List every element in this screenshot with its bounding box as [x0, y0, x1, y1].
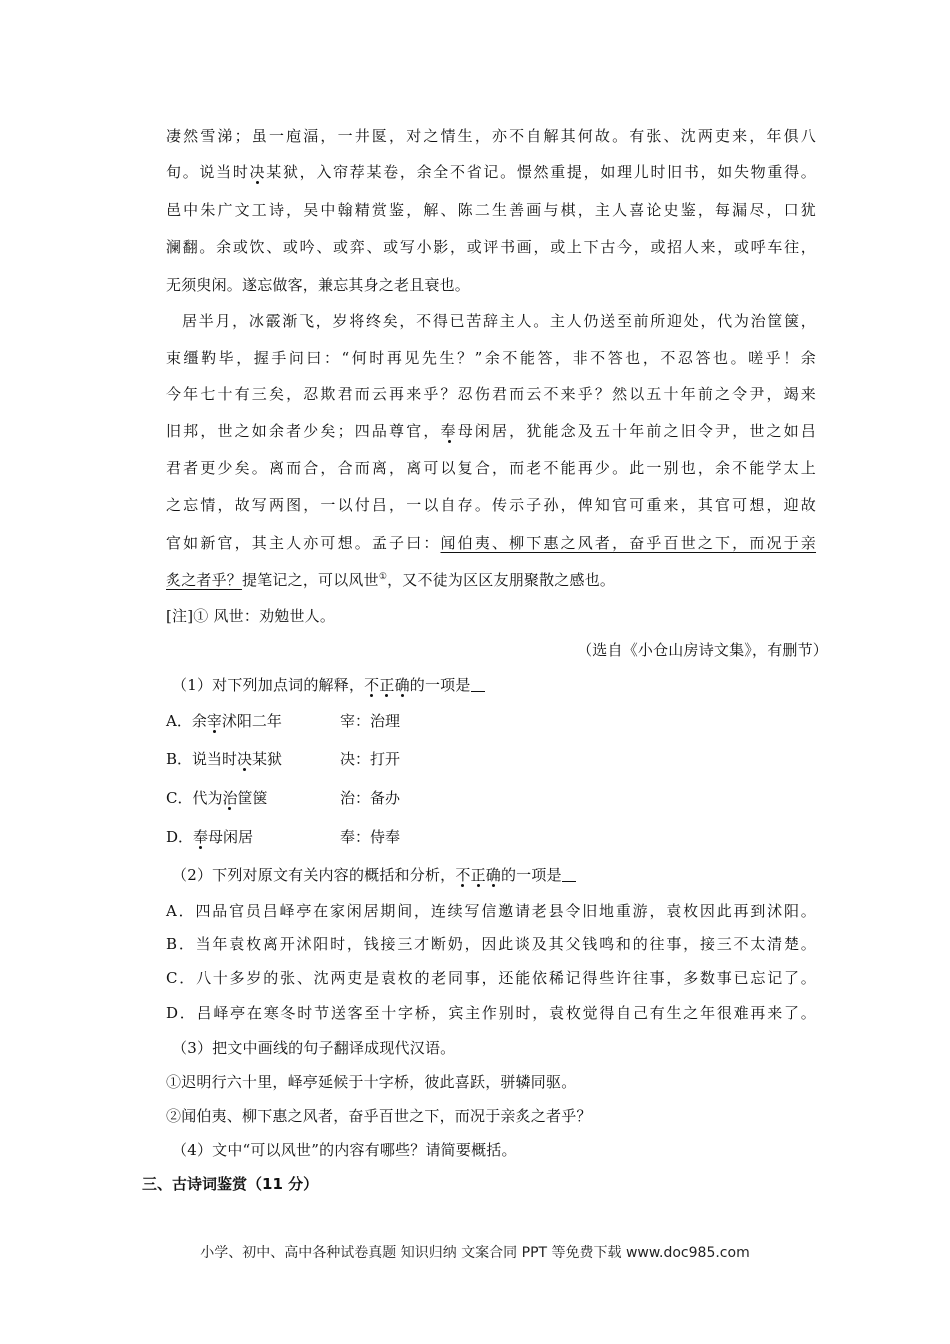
footnote: [注]① 风世：劝勉世人。 — [166, 607, 336, 625]
question-3-stem: （3）把文中画线的句子翻译成现代汉语。 — [172, 1039, 456, 1057]
passage-line: 君者更少矣。离而合，合而离，离可以复合，而老不能再少。此一别也，余不能学太上 — [166, 459, 816, 477]
passage-line: 旬。说当时决某狱，入帘荐某卷，余全不省记。憬然重提，如理儿时旧书，如失物重得。 — [166, 163, 816, 181]
q3-item-1: ①迟明行六十里，峄亭延候于十字桥，彼此喜跃，骈辚同驱。 — [166, 1073, 577, 1091]
passage-line: 之忘情，故写两图，一以付吕，一以自存。传示子孙，俾知官可重来，其官可想，迎故 — [166, 496, 816, 514]
dotted-character: 奉 — [440, 422, 458, 440]
q1-option-c[interactable]: C．代为治筐箧 治：备办 — [166, 789, 401, 807]
question-4-stem: （4）文中“可以风世”的内容有哪些？请简要概括。 — [172, 1141, 517, 1159]
section-heading: 三、古诗词鉴赏（11 分） — [142, 1175, 319, 1193]
q2-option-a[interactable]: A．四品官员吕峄亭在家闲居期间，连续写信邀请老县令旧地重游，袁枚因此再到沭阳。 — [166, 902, 816, 920]
q2-option-b[interactable]: B．当年袁枚离开沭阳时，钱接三才断奶，因此谈及其父钱鸣和的往事，接三不太清楚。 — [166, 935, 816, 953]
passage-line: 今年七十有三矣，忍欺君而云再来乎？忍伤君而云不来乎？然以五十年前之令尹，竭来 — [166, 385, 816, 403]
passage-line: 炙之者乎？提笔记之，可以风世①，又不徒为区区友朋聚散之感也。 — [166, 571, 616, 589]
passage-line: 澜翻。余或饮、或吟、或弈、或写小影，或评书画，或上下古今，或招人来，或呼车往， — [166, 238, 816, 256]
q2-option-c[interactable]: C．八十多岁的张、沈两吏是袁枚的老同事，还能依稀记得些许往事，多数事已忘记了。 — [166, 969, 816, 987]
passage-line: 旧邦，世之如余者少矣；四品尊官，奉母闲居，犹能念及五十年前之旧令尹，世之如吕 — [166, 422, 817, 440]
passage-line: 居半月，冰霰渐飞，岁将终矣，不得已苦辞主人。主人仍送至前所迎处，代为治筐箧， — [182, 312, 816, 330]
q1-option-d[interactable]: D．奉母闲居 奉：侍奉 — [166, 828, 401, 846]
footnote-mark: ① — [378, 572, 388, 582]
q1-option-a[interactable]: A．余宰沭阳二年 宰：治理 — [166, 712, 401, 730]
source-citation: （选自《小仓山房诗文集》，有删节） — [577, 641, 828, 659]
answer-blank[interactable] — [562, 867, 576, 882]
underlined-sentence: 闻伯夷、柳下惠之风者，奋乎百世之下，而况于亲 — [440, 534, 817, 552]
passage-line: 凄然雪涕；虽一庖湢，一井匽，对之情生，亦不自解其何故。有张、沈两吏来，年俱八 — [166, 127, 816, 145]
question-2-stem: （2）下列对原文有关内容的概括和分析，不正确的一项是 — [172, 861, 822, 889]
q1-option-b[interactable]: B．说当时决某狱 决：打开 — [166, 750, 401, 768]
dotted-character: 决 — [249, 163, 267, 181]
answer-blank[interactable] — [471, 677, 485, 692]
passage-line: 邑中朱广文工诗，吴中翰精赏鉴，解、陈二生善画与棋，主人喜论史鉴，每漏尽，口犹 — [166, 201, 816, 219]
q3-item-2: ②闻伯夷、柳下惠之风者，奋乎百世之下，而况于亲炙之者乎？ — [166, 1107, 592, 1125]
underlined-sentence: 炙之者乎？ — [166, 571, 243, 589]
q2-option-d[interactable]: D．吕峄亭在寒冬时节送客至十字桥，宾主作别时，袁枚觉得自己有生之年很难再来了。 — [166, 1004, 816, 1022]
passage-line: 束缰靮毕，握手问曰：“何时再见先生？”余不能答，非不答也，不忍答也。嗟乎！余 — [166, 349, 816, 367]
footer-ad[interactable]: 小学、初中、高中各种试卷真题 知识归纳 文案合同 PPT 等免费下载 www.doc985.com — [200, 1245, 750, 1261]
passage-line: 官如新官，其主人亦可想。孟子曰：闻伯夷、柳下惠之风者，奋乎百世之下，而况于亲 — [166, 534, 817, 552]
question-1-stem: （1）对下列加点词的解释，不正确的一项是 — [172, 671, 822, 699]
passage-line: 无须臾闲。遂忘做客，兼忘其身之老且衰也。 — [166, 276, 471, 294]
